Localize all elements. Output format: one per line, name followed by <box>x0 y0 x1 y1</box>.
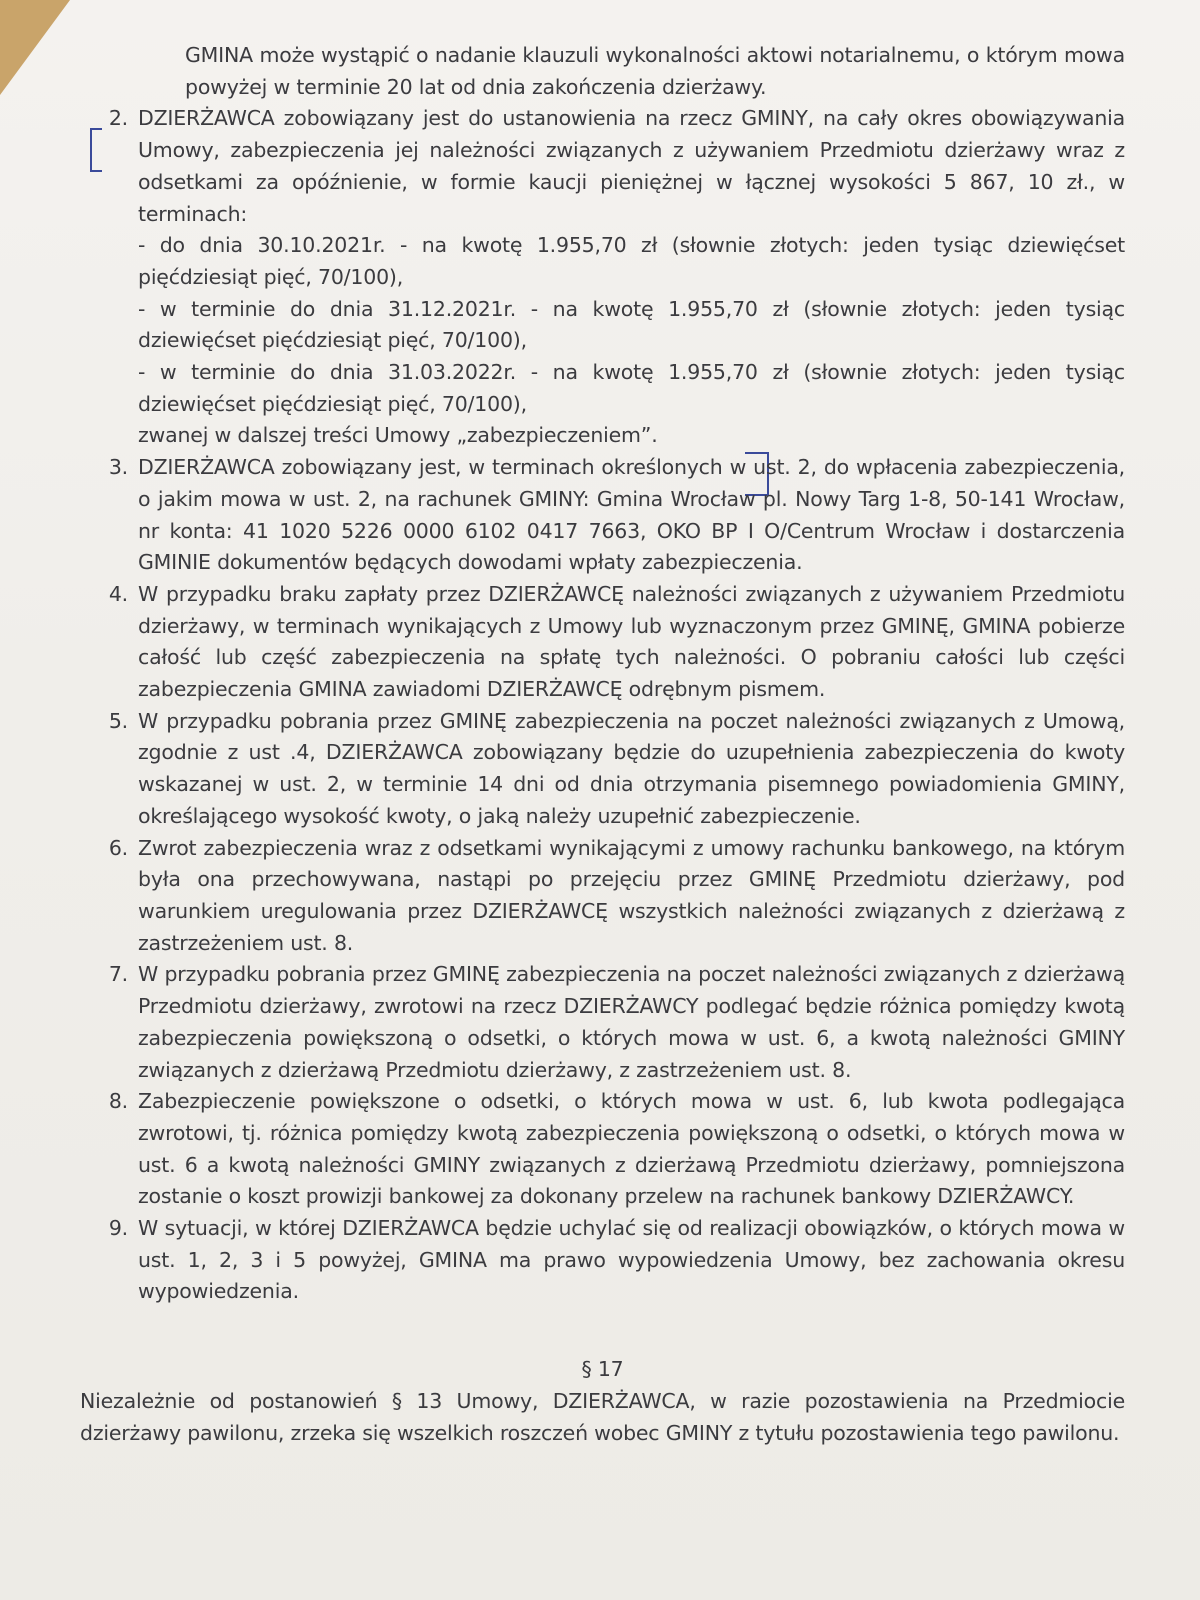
clause-text: W sytuacji, w której DZIERŻAWCA będzie uchylać się od realizacji obowiązków, o których mowa w ust. 1, 2, 3 i 5 powyżej, GMINA ma prawo wypowiedzenia Umowy, bez zachowania okresu wypowiedzenia. <box>138 1216 1125 1304</box>
clause-subline: - w terminie do dnia 31.03.2022r. - na kwotę 1.955,70 zł (słownie złotych: jeden tysiąc dziewięćset pięćdziesiąt pięć, 70/100), <box>138 360 1125 416</box>
clause-item <box>80 1213 1125 1308</box>
clause-text: Zwrot zabezpieczenia wraz z odsetkami wynikającymi z umowy rachunku bankowego, na którym była ona przechowywana, nastąpi po przejęciu przez GMINĘ Przedmiotu dzierżawy, pod warunkiem uregulowania przez DZIERŻAWCĘ wszystkich należności związanych z dzierżawą z zastrzeżeniem ust. 8. <box>138 835 1125 955</box>
clause-item <box>80 706 1125 833</box>
clause-number: 9. <box>108 1216 128 1241</box>
clause-item <box>80 1086 1125 1213</box>
clause-text: W przypadku braku zapłaty przez DZIERŻAWCĘ należności związanych z używaniem Przedmiotu dzierżawy, w terminach wynikających z Umowy lub wyznaczonym przez GMINĘ, GMINA pobierze całość lub część zabezpieczenia na spłatę tych należności. O pobraniu całości lub części zabezpieczenia GMINA zawiadomi DZIERŻAWCĘ odrębnym pismem. <box>138 581 1125 702</box>
page-corner-shadow <box>0 0 70 95</box>
clause-text: DZIERŻAWCA zobowiązany jest do ustanowienia na rzecz GMINY, na cały okres obowiązywania Umowy, zabezpieczenia jej należności związanych z używaniem Przedmiotu dzierżawy wraz z odsetkami za opóźnienie, w formie kaucji pieniężnej w łącznej wysokości 5 867, 10 zł., w terminach: <box>138 106 1125 226</box>
clause-number: 5. <box>108 708 128 733</box>
clause-item <box>80 452 1125 579</box>
clause-text: DZIERŻAWCA zobowiązany jest, w terminach określonych w ust. 2, do wpłacenia zabezpieczenia, o jakim mowa w ust. 2, na rachunek GMINY: Gmina Wrocław pl. Nowy Targ 1-8, 50-141 Wrocław, nr konta: 41 1020 5226 0000 6102 0417 7663, OKO BP I O/Centrum Wrocław i dostarczenia GMINIE dokumentów będących dowodami wpłaty zabezpieczenia. <box>138 455 1125 575</box>
clause-item <box>80 833 1125 960</box>
section-paragraph: Niezależnie od postanowień § 13 Umowy, DZIERŻAWCA, w razie pozostawienia na Przedmiocie dzierżawy pawilonu, zrzeka się wszelkich roszczeń wobec GMINY z tytułu pozostawienia tego pawilonu. <box>80 1388 1125 1445</box>
intro-paragraph: GMINA może wystąpić o nadanie klauzuli wykonalności aktowi notarialnemu, o którym mowa powyżej w terminie 20 lat od dnia zakończenia dzierżawy. <box>185 43 1125 99</box>
clause-item <box>80 103 1125 452</box>
clause-subline: - w terminie do dnia 31.12.2021r. - na kwotę 1.955,70 zł (słownie złotych: jeden tysiąc dziewięćset pięćdziesiąt pięć, 70/100), <box>138 296 1125 353</box>
clause-number: 4. <box>108 581 128 606</box>
clause-text: W przypadku pobrania przez GMINĘ zabezpieczenia na poczet należności związanych z dzierżawą Przedmiotu dzierżawy, zwrotowi na rzecz DZIERŻAWCY podlegać będzie różnica pomiędzy kwotą zabezpieczenia powiększoną o odsetki, o których mowa w ust. 6, a kwotą należności GMINY związanych z dzierżawą Przedmiotu dzierżawy, z zastrzeżeniem ust. 8. <box>138 962 1125 1082</box>
clause-number: 3. <box>108 455 128 480</box>
clause-number: 8. <box>108 1089 128 1114</box>
clause-number: 6. <box>108 835 128 860</box>
clause-number: 2. <box>108 106 128 131</box>
section-heading: § 17 <box>581 1357 624 1382</box>
clause-subline: - do dnia 30.10.2021r. - na kwotę 1.955,70 zł (słownie złotych: jeden tysiąc dziewięćset pięćdziesiąt pięć, 70/100), <box>138 233 1125 289</box>
clause-list <box>80 103 1125 1308</box>
document-page <box>80 40 1125 1449</box>
clause-text: W przypadku pobrania przez GMINĘ zabezpieczenia na poczet należności związanych z Umową, zgodnie z ust .4, DZIERŻAWCA zobowiązany będzie do uzupełnienia zabezpieczenia do kwoty wskazanej w ust. 2, w terminie 14 dni od dnia otrzymania pisemnego powiadomienia GMINY, określającego wysokość kwoty, o jaką należy uzupełnić zabezpieczenie. <box>138 708 1125 828</box>
clause-item <box>80 959 1125 1086</box>
clause-subline: zwanej w dalszej treści Umowy „zabezpieczeniem”. <box>138 423 658 448</box>
clause-number: 7. <box>108 962 128 987</box>
clause-item <box>80 579 1125 706</box>
clause-text: Zabezpieczenie powiększone o odsetki, o których mowa w ust. 6, lub kwota podlegająca zwrotowi, tj. różnica pomiędzy kwotą zabezpieczenia powiększoną o odsetki, o których mowa w ust. 6 a kwotą należności GMINY związanych z dzierżawą Przedmiotu dzierżawy, pomniejszona zostanie o koszt prowizji bankowej za dokonany przelew na rachunek bankowy DZIERŻAWCY. <box>138 1089 1125 1209</box>
